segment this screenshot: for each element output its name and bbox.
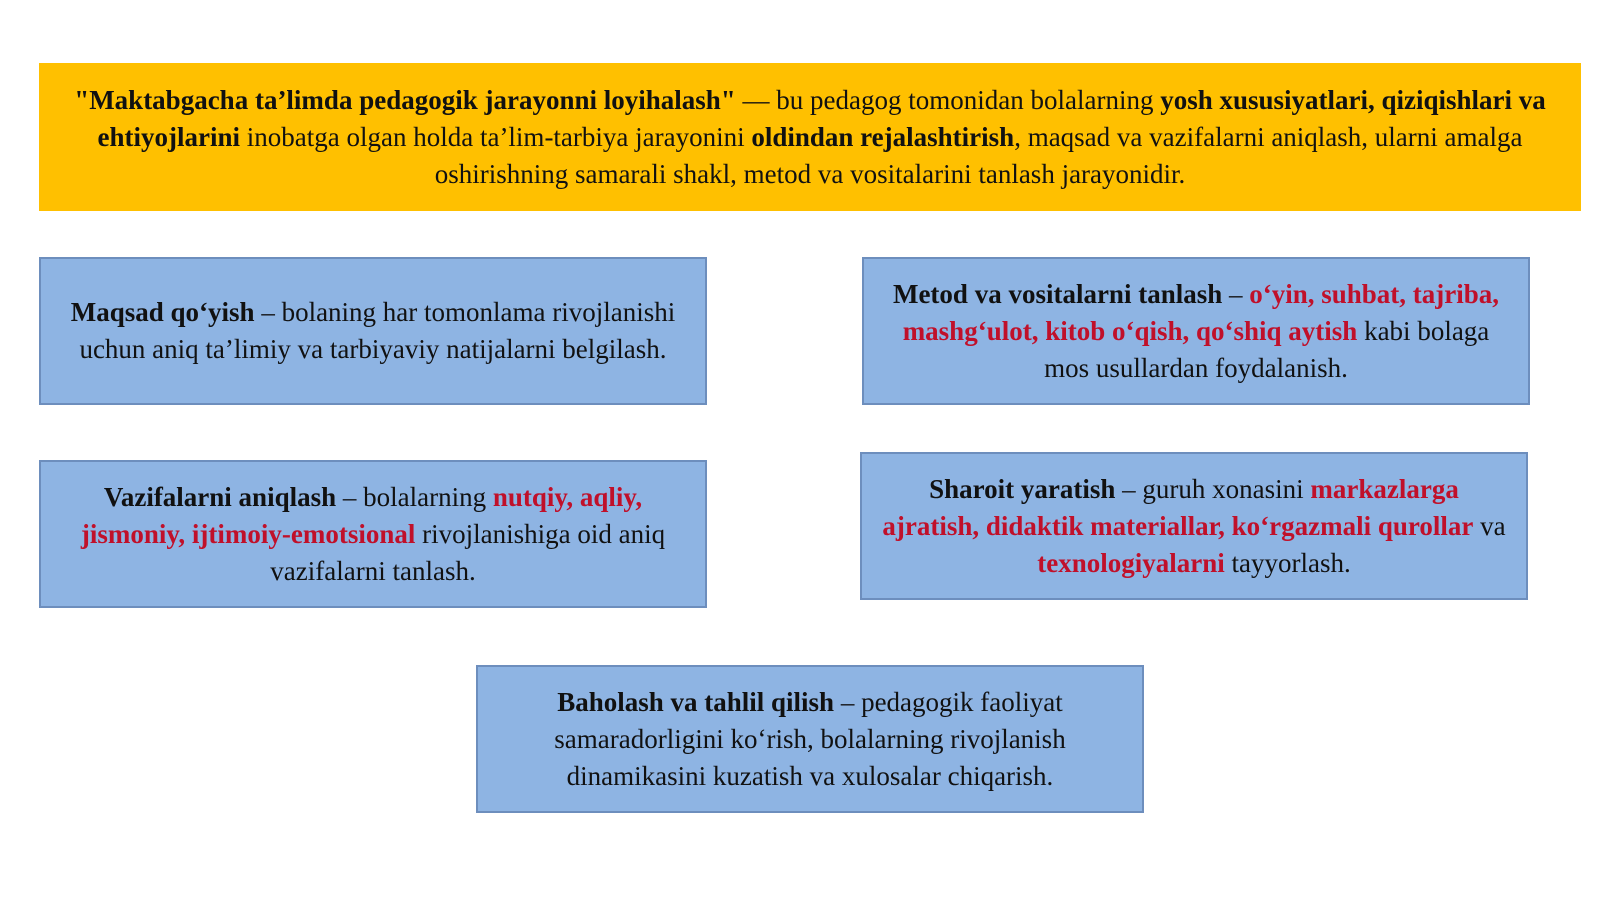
card-description: – bolaning har tomonlama rivojlanishi uchun aniq ta’limiy va tarbiyaviy natijalarni belgilash.	[79, 297, 676, 364]
card-description: – guruh xonasini	[1115, 473, 1311, 504]
definition-text-part: , maqsad va vazifalarni aniqlash, ularni amalga oshirishning samarali shakl, metod va vositalarini tanlash jarayonidir.	[434, 121, 1523, 189]
card-method-selection	[862, 257, 1530, 405]
card-description: –	[1222, 278, 1250, 309]
card-description: kabi bolaga mos usullardan foydalanish.	[1044, 315, 1490, 383]
card-description: – bolalarning	[336, 481, 493, 512]
definition-text	[61, 82, 1559, 193]
card-highlight: texnologiyalarni	[1037, 547, 1225, 578]
definition-term: "Maktabgacha ta’limda pedagogik jarayonni loyihalash"	[74, 84, 736, 115]
card-text	[878, 471, 1510, 582]
card-highlight: o‘yin, suhbat, tajriba, mashg‘ulot, kitob o‘qish, qo‘shiq aytish	[902, 278, 1500, 346]
card-description: va	[1473, 510, 1506, 541]
definition-text-part: — bu pedagog tomonidan bolalarning	[735, 84, 1161, 115]
card-title: Vazifalarni aniqlash	[103, 481, 337, 512]
card-highlight: markazlarga ajratish, didaktik materiallar, ko‘rgazmali qurollar	[882, 473, 1474, 541]
card-description: tayyorlash.	[1224, 547, 1351, 578]
card-highlight: nutqiy, aqliy, jismoniy, ijtimoiy-emotsional	[80, 481, 643, 549]
definition-text-part: inobatga olgan holda ta’lim-tarbiya jarayonini	[240, 121, 752, 152]
card-task-definition	[39, 460, 707, 608]
card-title: Baholash va tahlil qilish	[557, 686, 835, 717]
card-title: Metod va vositalarni tanlash	[892, 278, 1223, 309]
card-description: rivojlanishiga oid aniq vazifalarni tanlash.	[270, 518, 666, 586]
card-text	[57, 479, 689, 590]
card-text	[57, 294, 689, 368]
card-environment-setup	[860, 452, 1528, 600]
definition-emphasis: oldindan rejalashtirish	[751, 121, 1015, 152]
definition-banner	[39, 63, 1581, 211]
definition-emphasis: yosh xususiyatlari, qiziqishlari va ehtiyojlarini	[97, 84, 1546, 152]
card-text	[494, 684, 1126, 795]
card-title: Sharoit yaratish	[929, 473, 1116, 504]
card-description: – pedagogik faoliyat samaradorligini ko‘rish, bolalarning rivojlanish dinamikasini kuzatish va xulosalar chiqarish.	[554, 686, 1066, 791]
card-goal-setting	[39, 257, 707, 405]
card-evaluation	[476, 665, 1144, 813]
card-title: Maqsad qo‘yish	[70, 297, 255, 327]
card-text	[880, 276, 1512, 387]
